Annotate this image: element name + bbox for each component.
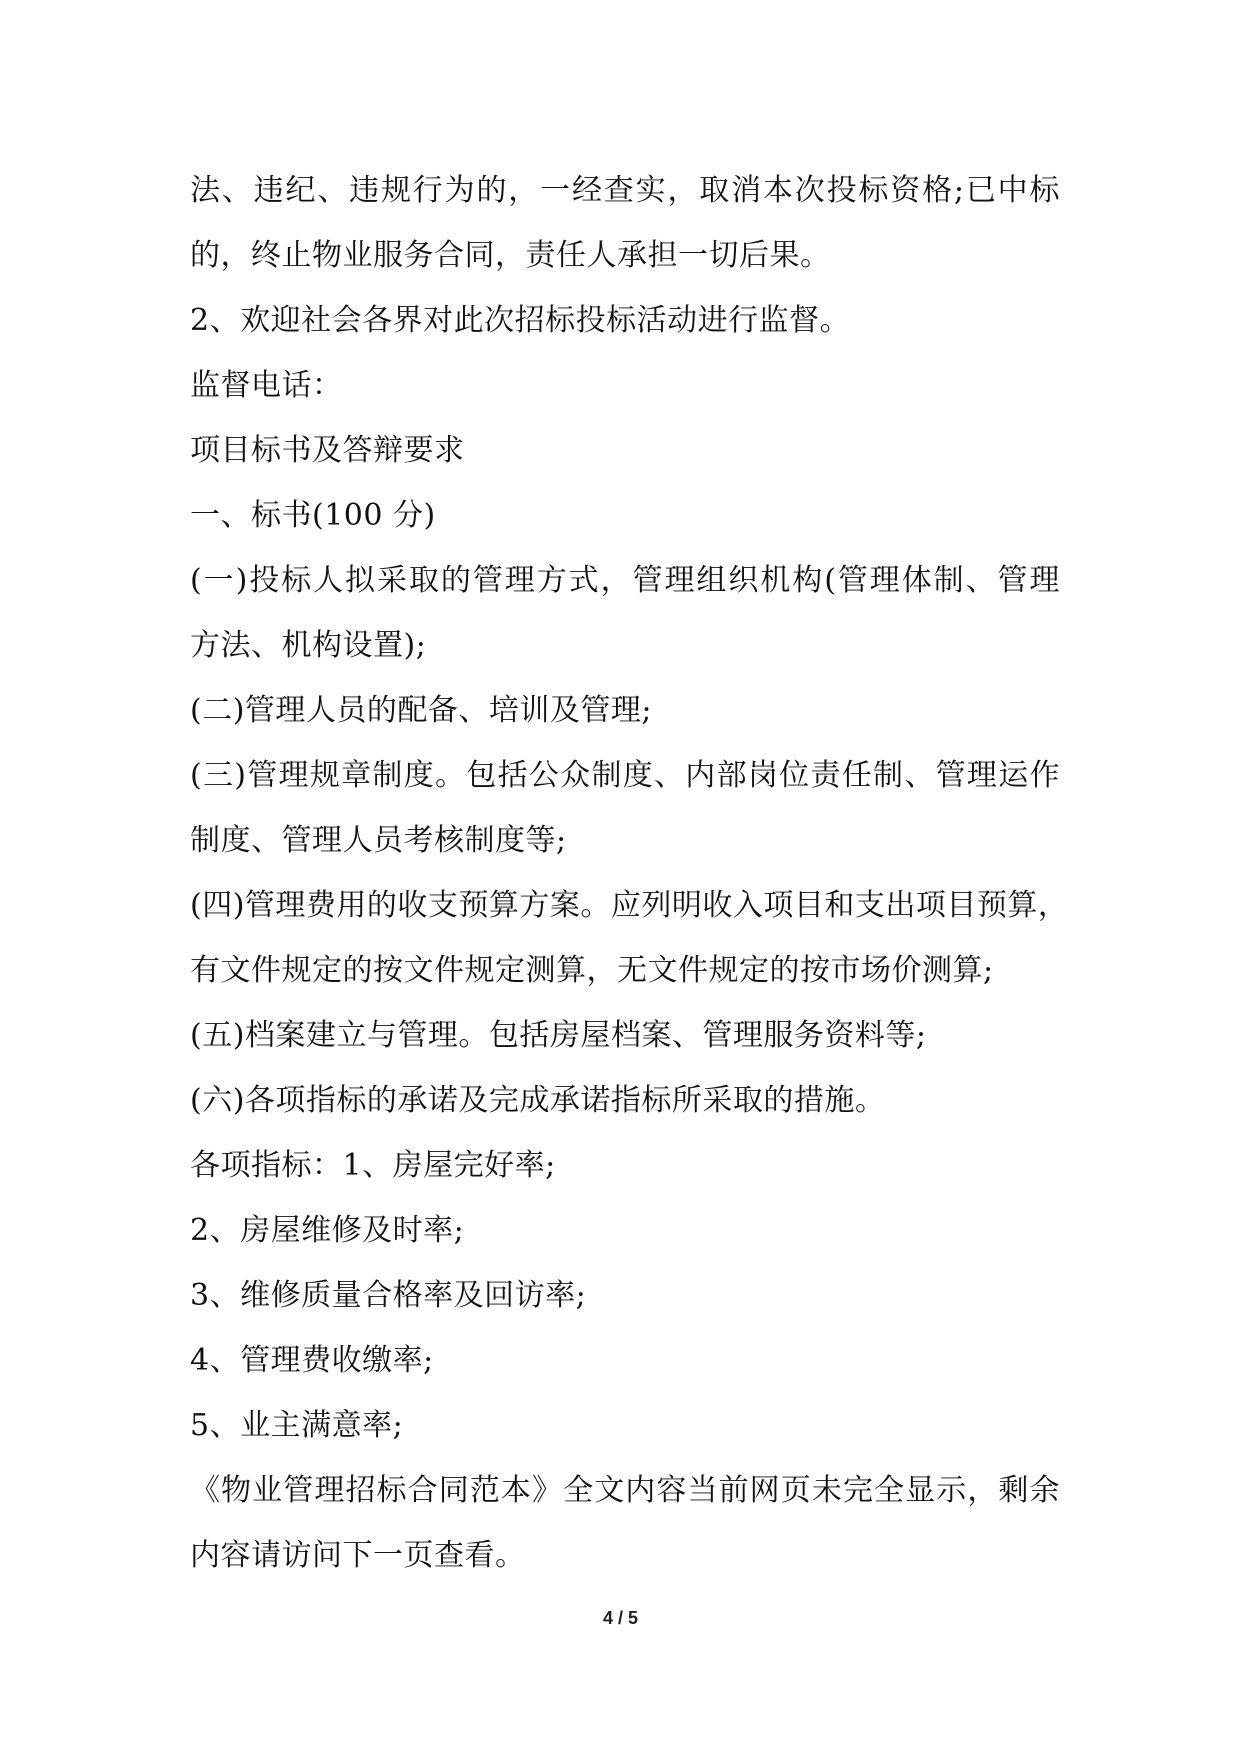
subsection-heading: 一、标书(100 分) <box>190 498 436 533</box>
text-line: 5、业主满意率; <box>190 1408 404 1443</box>
text-line: 2、欢迎社会各界对此次招标投标活动进行监督。 <box>190 303 851 338</box>
text-line: 2、房屋维修及时率; <box>190 1213 465 1248</box>
text-line: (二)管理人员的配备、培训及管理; <box>190 693 653 728</box>
text-line: 法、违纪、违规行为的，一经查实，取消本次投标资格;已中标 <box>190 173 1060 208</box>
text-line: 内容请访问下一页查看。 <box>190 1538 526 1573</box>
text-line: 3、维修质量合格率及回访率; <box>190 1278 587 1313</box>
text-line: (五)档案建立与管理。包括房屋档案、管理服务资料等; <box>190 1018 927 1053</box>
text-line: 监督电话： <box>190 368 343 403</box>
document-body <box>190 158 1069 1588</box>
text-line: (六)各项指标的承诺及完成承诺指标所采取的措施。 <box>190 1083 886 1118</box>
page-number: 4 / 5 <box>602 1608 639 1628</box>
text-line: (四)管理费用的收支预算方案。应列明收入项目和支出项目预算， <box>190 888 1069 923</box>
text-line: 的，终止物业服务合同，责任人承担一切后果。 <box>190 238 831 273</box>
text-line: 方法、机构设置); <box>190 628 427 663</box>
text-line: 4、管理费收缴率; <box>190 1343 434 1378</box>
text-line: 各项指标：1、房屋完好率; <box>190 1148 556 1183</box>
text-line: (一)投标人拟采取的管理方式，管理组织机构(管理体制、管理 <box>190 563 1060 598</box>
text-line: 有文件规定的按文件规定测算，无文件规定的按市场价测算; <box>190 953 994 988</box>
text-line: 制度、管理人员考核制度等; <box>190 823 567 858</box>
text-line: 《物业管理招标合同范本》全文内容当前网页未完全显示，剩余 <box>190 1473 1060 1508</box>
section-heading: 项目标书及答辩要求 <box>190 433 465 468</box>
text-line: (三)管理规章制度。包括公众制度、内部岗位责任制、管理运作 <box>190 758 1060 793</box>
